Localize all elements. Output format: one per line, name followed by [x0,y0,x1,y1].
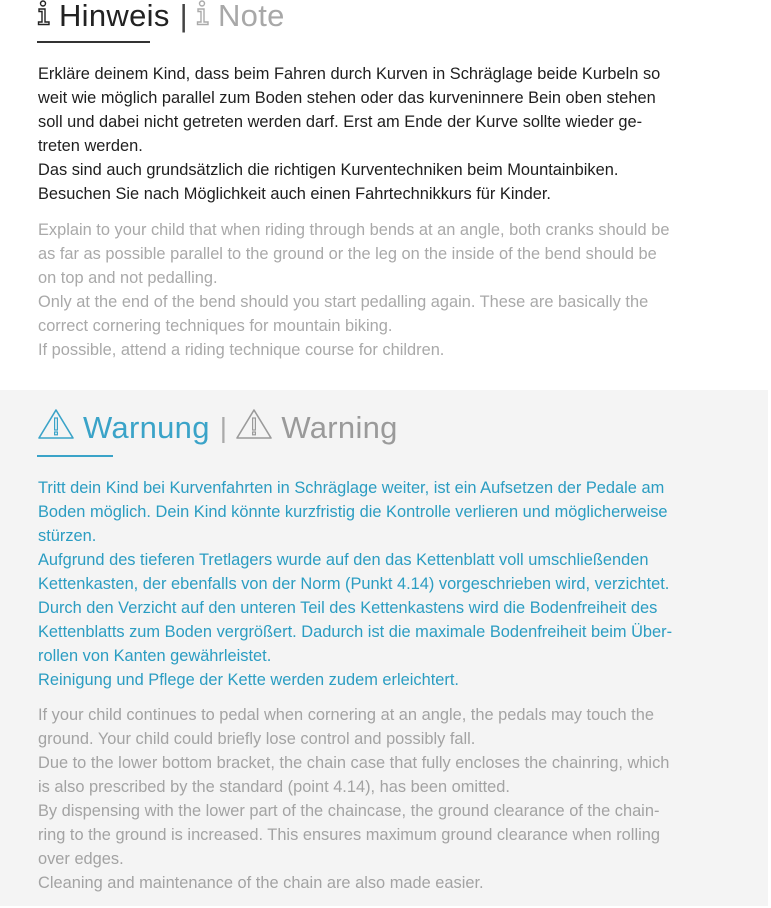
text-line: Explain to your child that when riding through bends at an angle, both cranks should be [38,221,670,239]
warning-triangle-icon [235,408,273,448]
note-heading [37,0,285,34]
text-line: rollen von Kanten gewährleistet. [38,647,272,665]
text-line: If your child continues to pedal when cornering at an angle, the pedals may touch the [38,706,654,724]
text-line: Only at the end of the bend should you start pedalling again. These are basically the [38,293,649,311]
note-text-de [38,62,660,206]
text-line: weit wie möglich parallel zum Boden stehen oder das kurveninnere Bein oben stehen [38,89,656,107]
text-line: By dispensing with the lower part of the chaincase, the ground clearance of the chain- [38,802,660,820]
info-icon [37,0,51,34]
text-line: Besuchen Sie nach Möglichkeit auch einen Fahrtechnikkurs für Kinder. [38,185,551,203]
text-line: Tritt dein Kind bei Kurvenfahrten in Schräglage weiter, ist ein Aufsetzen der Pedale am [38,479,665,497]
text-line: as far as possible parallel to the ground or the leg on the inside of the bend should be [38,245,657,263]
warning-text-en [38,703,669,895]
warning-heading-underline [37,455,113,457]
warning-text-de [38,476,672,692]
note-title-en: Note [218,0,285,33]
note-text-en [38,218,669,362]
heading-separator: | [219,412,228,443]
warning-title-en: Warning [281,410,398,445]
text-line: Aufgrund des tieferen Tretlagers wurde auf den das Kettenblatt voll umschließenden [38,551,649,569]
text-line: soll und dabei nicht getreten werden darf. Erst am Ende der Kurve sollte wieder ge- [38,113,643,131]
text-line: treten werden. [38,137,143,155]
heading-separator: | [179,0,188,33]
text-line: If possible, attend a riding technique course for children. [38,341,445,359]
note-heading-underline [37,41,150,43]
text-line: Das sind auch grundsätzlich die richtigen Kurventechniken beim Mountainbiken. [38,161,619,179]
note-title-de: Hinweis [59,0,170,33]
warning-title-de: Warnung [83,410,210,445]
text-line: ring to the ground is increased. This ensures maximum ground clearance when rolling [38,826,660,844]
info-icon [196,0,210,34]
text-line: ground. Your child could briefly lose control and possibly fall. [38,730,476,748]
text-line: Durch den Verzicht auf den unteren Teil des Kettenkastens wird die Bodenfreiheit des [38,599,658,617]
text-line: Due to the lower bottom bracket, the chain case that fully encloses the chainring, which [38,754,670,772]
text-line: Cleaning and maintenance of the chain are also made easier. [38,874,484,892]
text-line: Boden möglich. Dein Kind könnte kurzfristig die Kontrolle verlieren und möglicherweise [38,503,668,521]
text-line: correct cornering techniques for mountain biking. [38,317,393,335]
text-line: on top and not pedalling. [38,269,218,287]
text-line: Reinigung und Pflege der Kette werden zudem erleichtert. [38,671,459,689]
text-line: stürzen. [38,527,97,545]
text-line: is also prescribed by the standard (point 4.14), has been omitted. [38,778,510,796]
text-line: Kettenkasten, der ebenfalls von der Norm (Punkt 4.14) vorgeschrieben wird, verzichtet. [38,575,670,593]
text-line: over edges. [38,850,124,868]
warning-triangle-icon [37,408,75,448]
text-line: Kettenblatts zum Boden vergrößert. Dadurch ist die maximale Bodenfreiheit beim Über- [38,623,673,641]
warning-heading [37,408,398,448]
text-line: Erkläre deinem Kind, dass beim Fahren durch Kurven in Schräglage beide Kurbeln so [38,65,661,83]
